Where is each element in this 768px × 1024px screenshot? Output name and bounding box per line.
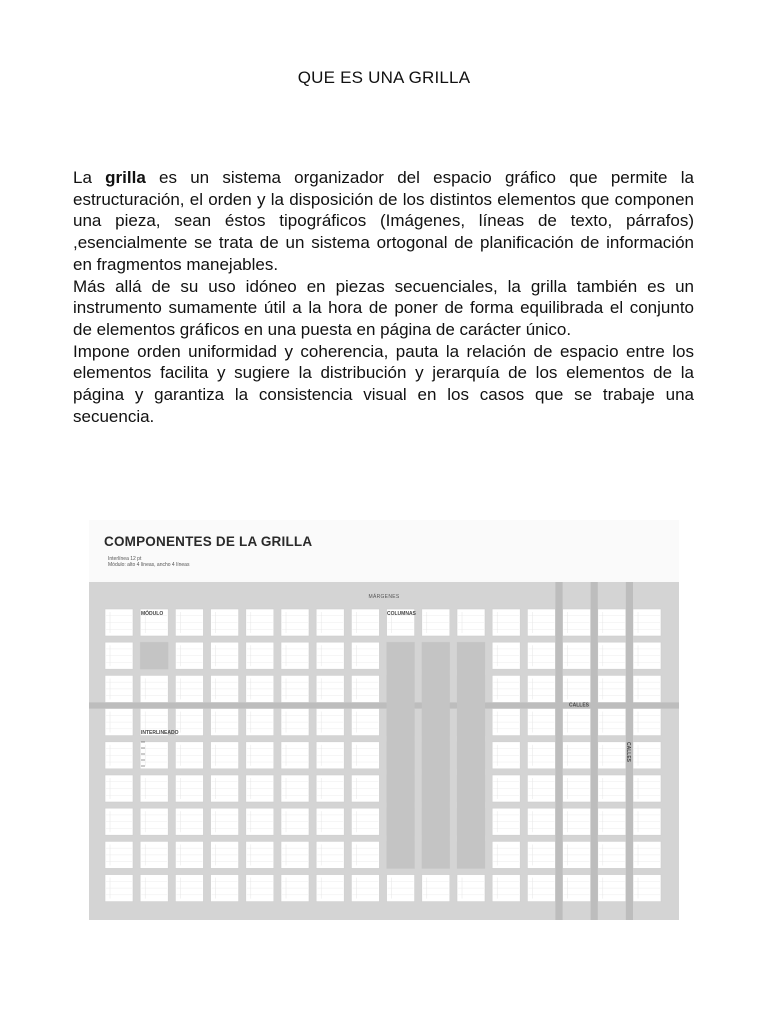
grid-components-figure (89, 520, 679, 920)
figure-subtitle-line-2: Módulo: alto 4 líneas, ancho 4 líneas (108, 561, 190, 568)
label-modulo: MÓDULO (141, 611, 164, 617)
highlighted-column (387, 642, 415, 868)
highlighted-column (422, 642, 450, 868)
paragraph-3: Impone orden uniformidad y coherencia, pauta la relación de espacio entre los elementos facilita y sugiere la distribución y jerarquía de los elementos de la página y garantiza la consistencia visual en los casos que se trabaje una secuencia. (73, 341, 694, 426)
figure-title: COMPONENTES DE LA GRILLA (104, 534, 313, 549)
highlighted-column (457, 642, 485, 868)
figure-subtitle-line-1: Interlínea 12 pt (108, 556, 142, 562)
label-interlineado: INTERLINEADO (141, 730, 179, 736)
gutter-highlight-vertical (555, 582, 562, 920)
paragraph-1-rest: es un sistema organizador del espacio gráfico que permite la estructuración, el orden y la disposición de los distintos elementos que componen una pieza, sean éstos tipográficos (Imágenes, líneas de texto, párrafos) ,esencialmente se trata de un sistema ortogonal de planificación de información en fragmentos manejables. (73, 168, 694, 274)
highlighted-module (140, 642, 168, 669)
figure-header (89, 520, 679, 582)
label-calles-vertical: CALLES (625, 742, 631, 762)
grid-modules-svg (89, 582, 679, 920)
grid-diagram (89, 582, 679, 920)
paragraph-2: Más allá de su uso idóneo en piezas secuenciales, la grilla también es un instrumento sumamente útil a la hora de poner de forma equilibrada el conjunto de elementos gráficos en una puesta en página de carácter único. (73, 276, 694, 339)
page-title: QUE ES UNA GRILLA (297, 68, 471, 87)
paragraph-1 (73, 167, 694, 276)
paragraph-1-start: La (73, 168, 106, 187)
body-text (73, 167, 694, 427)
gutter-highlight-vertical (591, 582, 598, 920)
bold-term-grilla: grilla (105, 168, 146, 187)
gutter-highlight-horizontal (89, 702, 679, 708)
label-columnas: COLUMNAS (387, 611, 416, 617)
label-calles-horizontal: CALLES (569, 702, 589, 709)
label-margenes: MÁRGENES (368, 594, 400, 600)
